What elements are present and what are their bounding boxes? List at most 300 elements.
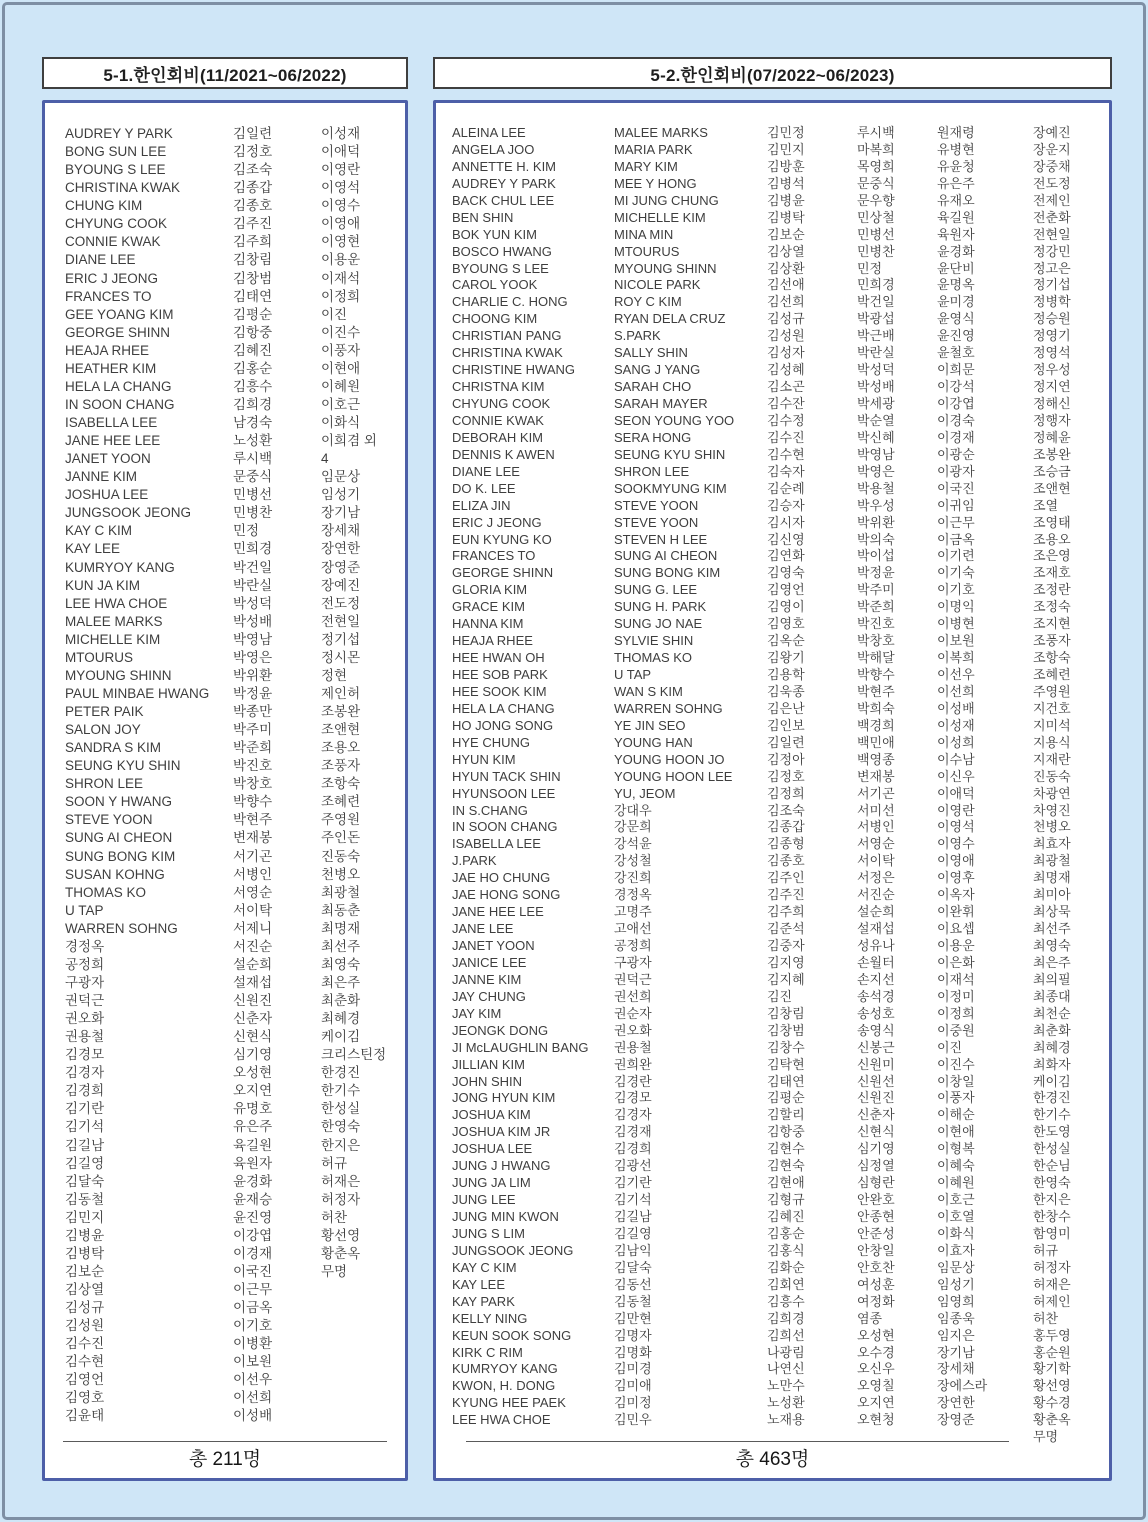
member-name: 케이김 [321, 1029, 361, 1045]
member-name: 김기란 [65, 1101, 105, 1117]
member-name: JUNG S LIM [452, 1225, 525, 1241]
member-name: JI McLAUGHLIN BANG [452, 1039, 589, 1055]
member-name: 민정 [233, 523, 260, 539]
member-name: 박영은 [233, 649, 273, 665]
member-name: 노성환 [233, 433, 273, 449]
member-name: 김홍식 [767, 1242, 805, 1258]
member-name: 지용식 [1033, 734, 1071, 750]
member-name: 육원자 [233, 1155, 273, 1171]
member-name: 이희문 [937, 362, 975, 378]
member-name: 허찬 [321, 1209, 348, 1225]
member-name: SUSAN KOHNG [65, 866, 165, 882]
member-name: 허제인 [1033, 1293, 1071, 1309]
member-name: 이진 [321, 306, 348, 322]
member-name: 이효자 [937, 1242, 975, 1258]
member-name: 임종욱 [937, 1310, 975, 1326]
member-name: 김지영 [767, 954, 805, 970]
member-name: 나연신 [767, 1361, 805, 1377]
member-name: 서병인 [233, 866, 273, 882]
member-name: 김수정 [767, 412, 805, 428]
member-name: 신원미 [857, 1056, 895, 1072]
member-name: SUNG G. LEE [614, 582, 698, 598]
member-name: 김주진 [767, 887, 805, 903]
member-name: 안창일 [857, 1242, 895, 1258]
member-name: 조은영 [1033, 548, 1071, 564]
member-name: 이기숙 [937, 565, 975, 581]
member-name: 황선영 [1033, 1378, 1071, 1394]
member-name: 서정은 [857, 870, 895, 886]
member-name: MICHELLE KIM [614, 209, 706, 225]
member-name: 노만수 [767, 1378, 805, 1394]
member-name: 권덕근 [614, 971, 652, 987]
right-column-6 [1033, 125, 1071, 1446]
member-name: IN SOON CHANG [452, 819, 558, 835]
member-name: 조앤현 [321, 722, 361, 738]
section-5-1-panel [42, 100, 408, 1481]
section-5-2-panel [433, 100, 1112, 1481]
member-name: 조용오 [321, 740, 361, 756]
member-name: 한순님 [1033, 1158, 1071, 1174]
member-name: JOSHUA LEE [452, 1141, 533, 1157]
member-name: 김지혜 [767, 971, 805, 987]
member-name: 정행자 [1033, 412, 1071, 428]
member-name: 전현일 [1033, 226, 1071, 242]
member-name: 조승금 [1033, 463, 1071, 479]
member-name: 차광연 [1033, 785, 1071, 801]
member-name: 김창범 [233, 270, 273, 286]
member-name: 신춘자 [857, 1107, 895, 1123]
member-name: 최미아 [1033, 887, 1071, 903]
member-name: YOUNG HOON LEE [614, 768, 733, 784]
member-name: 김미정 [614, 1395, 652, 1411]
member-name: 박진호 [857, 616, 895, 632]
member-name: 육길원 [937, 209, 975, 225]
member-name: 김길영 [614, 1225, 652, 1241]
member-name: 최혜경 [1033, 1039, 1071, 1055]
member-name: 케이김 [1033, 1073, 1071, 1089]
member-name: 이정미 [937, 988, 975, 1004]
member-name: 황수경 [1033, 1395, 1071, 1411]
member-name: 이호근 [937, 1192, 975, 1208]
member-name: 김상열 [767, 243, 805, 259]
member-name: MTOURUS [65, 649, 134, 665]
member-name: 이선희 [937, 683, 975, 699]
member-name: 문우향 [857, 192, 895, 208]
right-column-5 [937, 125, 1033, 1446]
member-name: 윤경화 [937, 243, 975, 259]
member-name: 이기호 [937, 582, 975, 598]
member-name: 김동철 [614, 1293, 652, 1309]
section-5-1-title: 5-1.한인회비(11/2021~06/2022) [103, 65, 347, 85]
member-name: 박우성 [857, 497, 895, 513]
member-name: 서이탁 [233, 902, 273, 918]
member-name: 이재석 [937, 971, 975, 987]
member-name: JUNGSOOK JEONG [452, 1242, 574, 1258]
member-name: 김병탁 [65, 1245, 105, 1261]
member-name: 김평순 [233, 306, 273, 322]
member-name: DO K. LEE [452, 480, 516, 496]
member-name: 최효자 [1033, 836, 1071, 852]
member-name: 심형란 [857, 1175, 895, 1191]
member-name: JOSHUA LEE [65, 487, 149, 503]
member-name: JANET YOON [65, 451, 151, 467]
member-name: 정지연 [1033, 379, 1071, 395]
member-name: 권덕근 [65, 993, 105, 1008]
member-name: 민상철 [857, 209, 895, 225]
left-column-1 [65, 125, 233, 1426]
member-name: 조재호 [1033, 565, 1071, 581]
member-name: 지건호 [1033, 700, 1071, 716]
member-name: 이성재 [937, 717, 975, 733]
member-name: 장연한 [937, 1395, 975, 1411]
member-name: FRANCES TO [452, 548, 536, 564]
member-name: CHRISTINA KWAK [452, 345, 563, 361]
member-name: 김상환 [767, 260, 805, 276]
member-name: 고애선 [614, 921, 652, 937]
member-name: 김민우 [614, 1412, 652, 1428]
member-name: ANGELA JOO [452, 141, 535, 157]
member-name: 이강엽 [937, 396, 975, 411]
member-name: 한경진 [1033, 1090, 1071, 1106]
member-name: SEON YOUNG YOO [614, 412, 735, 428]
member-name: JUNG J HWANG [452, 1158, 551, 1174]
member-name: 장운지 [1033, 141, 1071, 157]
member-name: ELIZA JIN [452, 497, 511, 513]
member-name: KELLY NING [452, 1310, 528, 1326]
member-name: 박건일 [233, 559, 273, 575]
member-name: 한성실 [321, 1101, 361, 1117]
member-name: 조풍자 [321, 758, 361, 774]
member-name: 이풍자 [321, 342, 361, 358]
member-name: WARREN SOHNG [65, 920, 178, 936]
member-name: 박준희 [233, 740, 273, 756]
member-name: 박건일 [857, 294, 895, 310]
member-name: 윤철호 [937, 345, 975, 361]
member-name: 이정희 [937, 1005, 975, 1021]
member-name: 문중식 [857, 175, 895, 191]
member-name: 정강민 [1033, 243, 1071, 259]
member-name: 권오화 [614, 1022, 652, 1038]
member-name: 루시백 [857, 125, 895, 140]
member-name: KEUN SOOK SONG [452, 1327, 572, 1343]
member-name: 이귀임 [937, 497, 975, 513]
member-name: KUMRYOY KANG [452, 1361, 558, 1377]
member-name: 이국진 [937, 480, 975, 496]
member-name: 박주미 [233, 722, 273, 738]
member-name: 남경숙 [233, 415, 273, 430]
member-name: 원재령 [937, 125, 975, 140]
member-name: 박의숙 [857, 531, 895, 547]
member-name: 한기수 [1033, 1107, 1071, 1123]
member-name: CONNIE KWAK [452, 412, 544, 428]
member-name: 박위환 [233, 667, 273, 683]
member-name: LEE HWA CHOE [65, 595, 168, 611]
member-name: 이근무 [937, 514, 975, 530]
member-name: 신춘자 [233, 1011, 273, 1027]
member-name: 이용운 [937, 938, 975, 953]
member-name: 장기남 [937, 1344, 975, 1360]
member-name: HANNA KIM [452, 616, 524, 632]
member-name: 나광림 [767, 1344, 805, 1360]
member-name: 지재란 [1033, 751, 1071, 767]
member-name: HYE CHUNG [452, 734, 531, 750]
member-name: 전도정 [321, 595, 361, 611]
member-name: JONG HYUN KIM [452, 1090, 556, 1106]
member-name: 이경재 [233, 1245, 273, 1261]
right-total-rule [466, 1441, 1009, 1442]
member-name: ERIC J JEONG [452, 514, 542, 530]
member-name: 이영애 [937, 853, 975, 869]
member-name: 오수경 [857, 1344, 895, 1360]
member-name: 허정자 [1033, 1259, 1071, 1275]
member-name: 박성배 [857, 379, 895, 395]
member-name: 김경란 [614, 1073, 652, 1089]
member-name: 육원자 [937, 226, 975, 242]
member-name: SUNG AI CHEON [614, 548, 718, 564]
member-name: 김종호 [233, 198, 273, 214]
member-name: 설재섭 [233, 974, 273, 990]
member-name: 이근무 [233, 1282, 273, 1297]
member-name: 김은난 [767, 700, 805, 716]
member-name: 김길영 [65, 1155, 105, 1171]
member-name: 이광자 [937, 463, 975, 479]
member-name: 허정자 [321, 1191, 361, 1207]
member-name: 이용운 [321, 252, 361, 268]
member-name: KUMRYOY KANG [65, 559, 175, 575]
member-name: 백민애 [857, 734, 895, 750]
member-name: 김진 [767, 988, 793, 1004]
member-name: 허규 [321, 1155, 348, 1171]
member-name: 박성배 [233, 613, 273, 629]
member-name: 최영숙 [321, 956, 361, 972]
member-name: 김홍순 [767, 1225, 805, 1241]
member-name: 조풍자 [1033, 633, 1071, 649]
member-name: 오지연 [857, 1395, 895, 1411]
member-name: 김주진 [233, 216, 273, 232]
member-name: AUDREY Y PARK [65, 126, 173, 141]
member-name: MYOUNG SHINN [614, 260, 717, 276]
member-name: 박세광 [857, 396, 895, 411]
member-name: 김태연 [233, 288, 273, 304]
member-name: JUNG MIN KWON [452, 1209, 559, 1224]
section-5-2-header [433, 57, 1112, 89]
member-name: 김영언 [767, 582, 805, 598]
member-name: 박정윤 [233, 685, 273, 701]
member-name: 이영후 [937, 870, 975, 886]
member-name: 설순희 [233, 956, 273, 972]
member-name: MINA MIN [614, 226, 674, 242]
member-name: SALLY SHIN [614, 345, 688, 361]
member-name: 김영호 [767, 616, 805, 632]
member-name: 임성기 [937, 1276, 975, 1292]
member-name: ERIC J JEONG [65, 270, 159, 286]
member-name: 박광섭 [857, 311, 895, 327]
member-name: 박란실 [233, 577, 273, 593]
member-name: 김창범 [767, 1022, 805, 1038]
member-name: 이희겸 외 [321, 433, 377, 449]
member-name: 김민정 [767, 125, 805, 140]
member-name: 오성현 [233, 1065, 273, 1081]
member-name: 이보원 [937, 633, 975, 649]
member-name: 김성원 [767, 328, 805, 344]
member-name: 조항숙 [321, 776, 361, 792]
member-name: 김경자 [614, 1107, 652, 1123]
member-name: 김종호 [767, 853, 805, 869]
member-name: 이형복 [937, 1141, 975, 1157]
member-name: SUNG AI CHEON [65, 830, 173, 846]
member-name: 박순열 [857, 412, 895, 428]
member-name: 루시백 [233, 451, 273, 467]
member-name: CHARLIE C. HONG [452, 294, 568, 310]
member-name: HEATHER KIM [65, 360, 157, 376]
member-name: 김종형 [767, 836, 805, 852]
member-name: 무명 [1033, 1429, 1059, 1445]
member-name: 염종 [857, 1310, 883, 1326]
member-name: 이애덕 [937, 785, 975, 801]
section-5-1 [42, 57, 408, 1481]
member-name: IN SOON CHANG [65, 396, 175, 412]
right-column-1 [452, 125, 614, 1446]
member-name: U TAP [614, 667, 652, 682]
member-name: 문중식 [233, 469, 273, 485]
member-name: JANE HEE LEE [452, 904, 544, 920]
member-name: CHYUNG COOK [65, 216, 168, 232]
member-name: 이광순 [937, 446, 975, 462]
member-name: JAE HONG SONG [452, 887, 561, 903]
member-name: 박용철 [857, 480, 895, 496]
member-name: 제인허 [321, 685, 361, 701]
member-name: 이중원 [937, 1022, 975, 1038]
member-name: JUNG LEE [452, 1192, 516, 1208]
member-name: 최영숙 [1033, 938, 1071, 953]
member-name: 정영석 [1033, 345, 1071, 361]
member-name: IN S.CHANG [452, 802, 528, 818]
member-name: BOK YUN KIM [452, 226, 538, 242]
member-name: 김보순 [65, 1263, 105, 1279]
member-name: GLORIA KIM [452, 582, 528, 598]
member-name: 김형규 [767, 1192, 805, 1208]
member-name: JAY CHUNG [452, 988, 526, 1004]
member-name: 김경자 [65, 1065, 105, 1081]
member-name: 최춘화 [1033, 1022, 1071, 1038]
member-name: 손지선 [857, 971, 895, 987]
member-name: 김수현 [65, 1354, 105, 1370]
member-name: 심기영 [857, 1141, 895, 1157]
section-5-2 [433, 57, 1112, 1481]
member-name: LEE HWA CHOE [452, 1412, 551, 1428]
member-name: 백경희 [857, 717, 895, 733]
member-name: 박준희 [857, 599, 895, 615]
member-name: 진동숙 [321, 848, 361, 864]
member-name: 윤경화 [233, 1173, 273, 1189]
member-name: 안완호 [857, 1192, 895, 1208]
member-name: ISABELLA LEE [65, 415, 158, 430]
member-name: 민희경 [857, 277, 895, 293]
member-name: 전현일 [321, 613, 361, 629]
member-name: 김소곤 [767, 379, 805, 395]
member-name: JANE HEE LEE [65, 433, 161, 449]
member-name: 이병현 [937, 616, 975, 632]
member-name: 오영칠 [857, 1378, 895, 1394]
member-name: CHRISTINE HWANG [452, 362, 576, 378]
member-name: 이경숙 [937, 412, 975, 428]
member-name: 천병오 [1033, 819, 1071, 835]
member-name: 이국진 [233, 1263, 273, 1279]
member-name: BONG SUN LEE [65, 144, 167, 160]
member-name: 장영준 [937, 1412, 975, 1428]
member-name: 민병선 [233, 487, 273, 503]
member-name: 박신혜 [857, 429, 895, 445]
member-name: 황기학 [1033, 1361, 1071, 1377]
member-name: 최명재 [1033, 870, 1071, 886]
member-name: 김선희 [767, 294, 805, 310]
member-name: 4 [321, 451, 329, 467]
member-name: 구광자 [614, 954, 652, 970]
member-name: 김기란 [614, 1175, 652, 1191]
member-name: 장세채 [937, 1361, 975, 1377]
member-name: 조용오 [1033, 531, 1071, 547]
member-name: 김종갑 [233, 180, 273, 196]
member-name: 유명호 [233, 1101, 273, 1117]
member-name: 이화식 [321, 415, 361, 430]
member-name: 김희경 [233, 396, 273, 412]
member-name: 설순희 [857, 904, 895, 920]
member-name: 이성희 [937, 734, 975, 750]
member-name: 박향수 [857, 667, 895, 682]
member-name: SALON JOY [65, 722, 141, 738]
member-name: 조혜련 [1033, 667, 1071, 682]
member-name: 김창수 [767, 1039, 805, 1055]
member-name: KWON, H. DONG [452, 1378, 556, 1394]
member-name: 주인돈 [321, 830, 361, 846]
member-name: 이현애 [937, 1124, 975, 1140]
member-name: 서기곤 [233, 848, 273, 864]
member-name: 장연한 [321, 541, 361, 557]
member-name: DENNIS K AWEN [452, 446, 555, 462]
member-name: CONNIE KWAK [65, 234, 161, 250]
member-name: 한기수 [321, 1083, 361, 1099]
member-name: 허재은 [1033, 1276, 1071, 1292]
member-name: 임문상 [937, 1259, 975, 1275]
member-name: 송석경 [857, 988, 895, 1004]
member-name: HELA LA CHANG [452, 700, 555, 716]
member-name: 김수잔 [767, 396, 805, 411]
member-name: 크리스틴정 [321, 1047, 387, 1063]
member-name: 강대우 [614, 802, 652, 818]
member-name: 김용학 [767, 667, 805, 682]
member-name: GEORGE SHINN [452, 565, 554, 581]
member-name: SEUNG KYU SHIN [65, 758, 181, 774]
member-name: 이혜원 [321, 378, 361, 394]
member-name: 정기섭 [1033, 277, 1071, 293]
member-name: 유은주 [233, 1119, 273, 1135]
member-name: 이성재 [321, 126, 361, 141]
member-name: 김평순 [767, 1090, 805, 1106]
member-name: SOOKMYUNG KIM [614, 480, 727, 496]
member-name: 김성원 [65, 1318, 105, 1334]
member-name: 전제인 [1033, 192, 1071, 208]
member-name: 김민지 [767, 141, 805, 157]
member-name: 김조숙 [767, 802, 805, 818]
member-name: THOMAS KO [614, 650, 693, 666]
member-name: 김흥수 [767, 1293, 805, 1309]
member-name: HYUN TACK SHIN [452, 768, 561, 784]
member-name: 여정화 [857, 1293, 895, 1309]
member-name: 최은주 [1033, 954, 1071, 970]
member-name: WAN S KIM [614, 683, 683, 699]
member-name: 이진 [937, 1039, 963, 1055]
member-name: YE JIN SEO [614, 717, 686, 733]
